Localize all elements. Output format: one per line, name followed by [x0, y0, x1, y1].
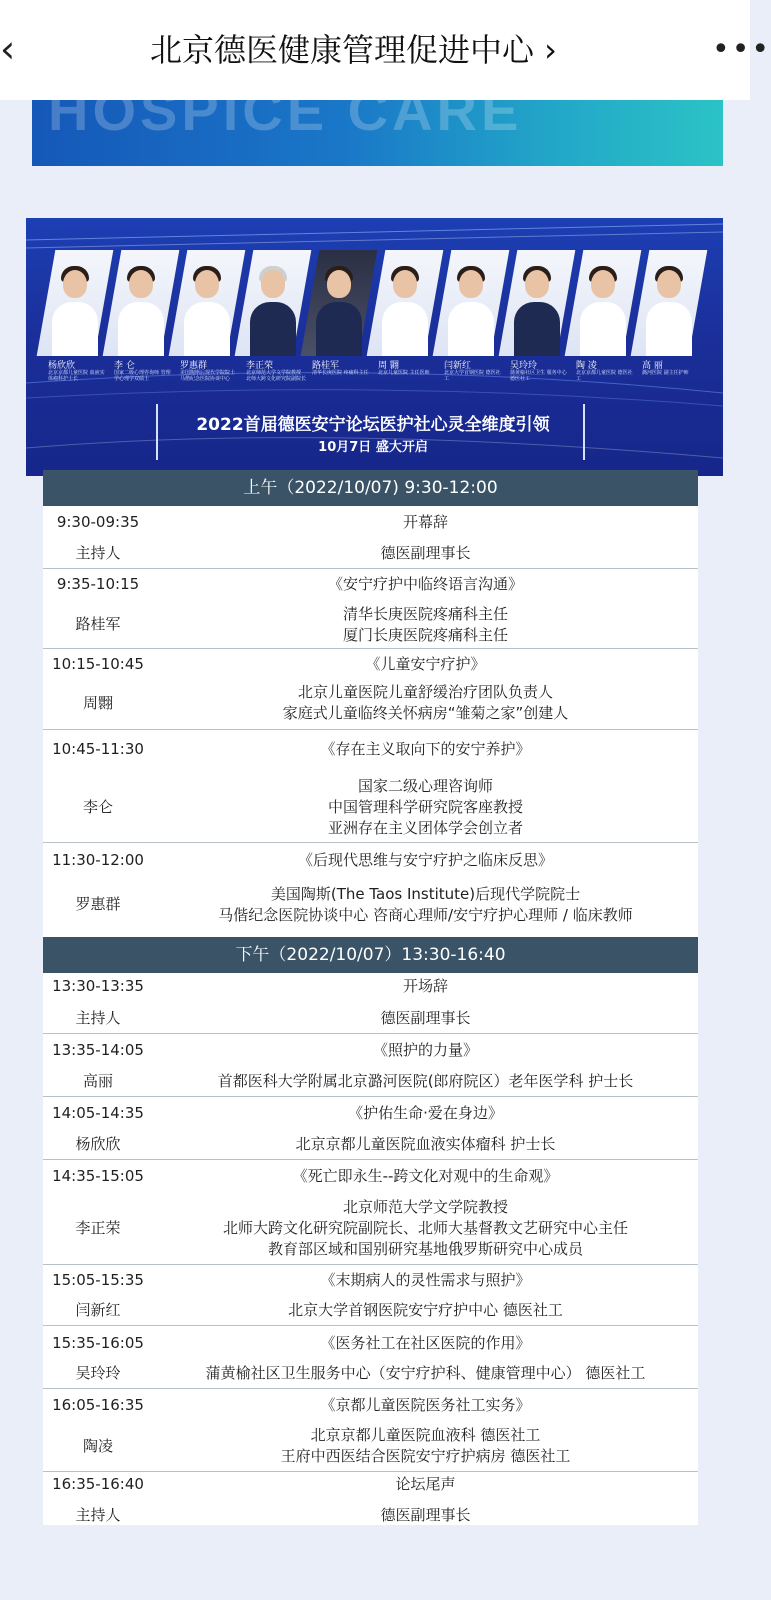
speaker-cell: 罗惠群 — [75, 895, 121, 913]
morning-header: 上午（2022/10/07) 9:30-12:00 — [43, 470, 698, 506]
row-divider — [43, 568, 698, 569]
role-cell: 厦门长庚医院疼痛科主任 — [342, 626, 508, 644]
poster-headline-box — [156, 404, 585, 460]
row-divider — [43, 648, 698, 649]
poster-headline: 2022首届德医安宁论坛医护社心灵全维度引领 — [196, 415, 550, 435]
role-cell: 德医副理事长 — [380, 544, 471, 562]
speaker-name: 周 翾 — [378, 361, 399, 371]
role-cell: 北京京都儿童医院血液科 德医社工 — [310, 1426, 541, 1444]
role-cell: 美国陶斯(The Taos Institute)后现代学院院士 — [270, 885, 581, 903]
speaker-cell: 杨欣欣 — [75, 1135, 121, 1153]
role-cell: 家庭式儿童临终关怀病房“雏菊之家”创建人 — [282, 704, 569, 722]
speaker-card — [574, 250, 632, 390]
speaker-name: 李正荣 — [246, 361, 274, 371]
time-cell: 9:30-09:35 — [56, 513, 140, 531]
role-cell: 蒲黄榆社区卫生服务中心（安宁疗护科、健康管理中心） 德医社工 — [205, 1364, 646, 1382]
role-cell: 北京师范大学文学院教授 — [342, 1198, 508, 1216]
time-cell: 11:30-12:00 — [52, 851, 144, 869]
speaker-name: 罗惠群 — [180, 361, 208, 371]
speaker-desc: 北京儿童医院 主任医师 — [378, 370, 430, 376]
time-cell: 13:30-13:35 — [52, 977, 144, 995]
time-cell: 10:15-10:45 — [52, 655, 144, 673]
row-divider — [43, 1033, 698, 1034]
session-cell: 《护佑生命·爱在身边》 — [348, 1104, 503, 1122]
time-cell: 16:05-16:35 — [52, 1396, 144, 1414]
speaker-desc: 潞河医院 副主任护师 — [642, 370, 689, 376]
speaker-desc: 蒲黄榆社区卫生 服务中心 德医社工 — [510, 370, 567, 382]
speaker-cell: 主持人 — [75, 544, 121, 562]
role-cell: 德医副理事长 — [380, 1009, 471, 1027]
speaker-desc: 国家二级心理咨询师 管理学心理学双硕士 — [114, 370, 171, 382]
speaker-name: 杨欣欣 — [48, 361, 76, 371]
speaker-card — [310, 250, 368, 390]
speaker-card — [112, 250, 170, 390]
speaker-cell: 闫新红 — [75, 1301, 121, 1319]
role-cell: 教育部区域和国别研究基地俄罗斯研究中心成员 — [267, 1240, 583, 1258]
role-cell: 德医副理事长 — [380, 1506, 471, 1524]
session-cell: 《儿童安宁疗护》 — [365, 655, 486, 673]
row-divider — [43, 1096, 698, 1097]
role-cell: 中国管理科学研究院客座教授 — [327, 798, 523, 816]
role-cell: 北京儿童医院儿童舒缓治疗团队负责人 — [297, 683, 553, 701]
row-divider — [43, 842, 698, 843]
speaker-card — [640, 250, 698, 390]
row-divider — [43, 1325, 698, 1326]
poster-subheadline: 10月7日 盛大开启 — [318, 440, 428, 455]
role-cell: 清华长庚医院疼痛科主任 — [342, 605, 508, 623]
more-dots-icon[interactable]: ••• — [712, 32, 771, 67]
speaker-card — [508, 250, 566, 390]
afternoon-header: 下午（2022/10/07）13:30-16:40 — [43, 937, 698, 973]
speaker-desc: 北京师范大学文学院教授 北师大跨文化研究院副院长 — [246, 370, 307, 382]
speaker-desc: 北京京都儿童医院 血液实体瘤科护士长 — [48, 370, 105, 382]
session-cell: 《京都儿童医院医务社工实务》 — [320, 1396, 531, 1414]
speaker-name: 吴玲玲 — [510, 361, 538, 371]
speaker-name: 陶 凌 — [576, 361, 597, 371]
session-cell: 《后现代思维与安宁疗护之临床反思》 — [297, 851, 553, 869]
speaker-cell: 李仑 — [82, 798, 113, 816]
speaker-name: 闫新红 — [444, 361, 472, 371]
speaker-card — [46, 250, 104, 390]
time-cell: 15:05-15:35 — [52, 1271, 144, 1289]
page-bottom-space — [0, 1525, 750, 1600]
session-cell: 开场辞 — [402, 977, 448, 995]
speaker-cell: 主持人 — [75, 1506, 121, 1524]
speaker-name: 李 仑 — [114, 361, 135, 371]
row-divider — [43, 1388, 698, 1389]
session-cell: 开幕辞 — [402, 513, 448, 531]
role-cell: 北京京都儿童医院血液实体瘤科 护士长 — [295, 1135, 556, 1153]
speaker-cell: 陶凌 — [82, 1437, 113, 1455]
role-cell: 国家二级心理咨询师 — [357, 777, 493, 795]
speaker-desc: 美国陶斯后现代学院院士 马偕纪念医院协谈中心 — [180, 370, 236, 382]
speaker-desc: 清华长庚医院 疼痛科主任 — [312, 370, 369, 376]
speaker-cell: 周翾 — [82, 694, 113, 712]
time-cell: 9:35-10:15 — [56, 575, 140, 593]
speaker-cell: 李正荣 — [75, 1219, 121, 1237]
row-divider — [43, 1159, 698, 1160]
time-cell: 14:05-14:35 — [52, 1104, 144, 1122]
session-cell: 《照护的力量》 — [372, 1041, 478, 1059]
speaker-name: 高 丽 — [642, 361, 663, 371]
role-cell: 马偕纪念医院协谈中心 咨商心理师/安宁疗护心理师 / 临床教师 — [218, 906, 633, 924]
schedule-table — [43, 470, 698, 1525]
row-divider — [43, 1471, 698, 1472]
speaker-desc: 北京大学首钢医院 德医社工 — [444, 370, 501, 382]
speaker-name: 路桂军 — [312, 361, 340, 371]
speaker-card — [178, 250, 236, 390]
speaker-photo-row — [38, 250, 718, 390]
time-cell: 14:35-15:05 — [52, 1167, 144, 1185]
role-cell: 亚洲存在主义团体学会创立者 — [327, 819, 523, 837]
session-cell: 《死亡即永生--跨文化对观中的生命观》 — [292, 1167, 559, 1185]
banner-text: HOSPICE CARE — [48, 79, 523, 142]
speaker-cell: 吴玲玲 — [75, 1364, 121, 1382]
role-cell: 北京大学首钢医院安宁疗护中心 德医社工 — [288, 1301, 563, 1319]
role-cell: 首都医科大学附属北京潞河医院(郎府院区）老年医学科 护士长 — [217, 1072, 634, 1090]
session-cell: 《安宁疗护中临终语言沟通》 — [327, 575, 523, 593]
row-divider — [43, 1264, 698, 1265]
session-cell: 论坛尾声 — [395, 1475, 456, 1493]
speaker-card — [442, 250, 500, 390]
session-cell: 《末期病人的灵性需求与照护》 — [320, 1271, 531, 1289]
speaker-cell: 高丽 — [82, 1072, 113, 1090]
time-cell: 10:45-11:30 — [52, 740, 144, 758]
session-cell: 《医务社工在社区医院的作用》 — [320, 1334, 531, 1352]
event-poster — [26, 218, 723, 476]
session-cell: 《存在主义取向下的安宁养护》 — [320, 740, 531, 758]
speaker-desc: 北京京都儿童医院 德医社工 — [576, 370, 633, 382]
page-title[interactable]: 北京德医健康管理促进中心 › — [150, 31, 557, 69]
speaker-card — [244, 250, 307, 390]
hospice-banner — [32, 79, 723, 166]
time-cell: 13:35-14:05 — [52, 1041, 144, 1059]
role-cell: 北师大跨文化研究院副院长、北师大基督教文艺研究中心主任 — [222, 1219, 628, 1237]
chevron-left-icon[interactable]: ‹ — [0, 27, 16, 71]
role-cell: 王府中西医结合医院安宁疗护病房 德医社工 — [280, 1447, 571, 1465]
time-cell: 16:35-16:40 — [52, 1475, 144, 1493]
time-cell: 15:35-16:05 — [52, 1334, 144, 1352]
row-divider — [43, 729, 698, 730]
speaker-cell: 路桂军 — [75, 615, 121, 633]
speaker-cell: 主持人 — [75, 1009, 121, 1027]
speaker-card — [376, 250, 434, 390]
